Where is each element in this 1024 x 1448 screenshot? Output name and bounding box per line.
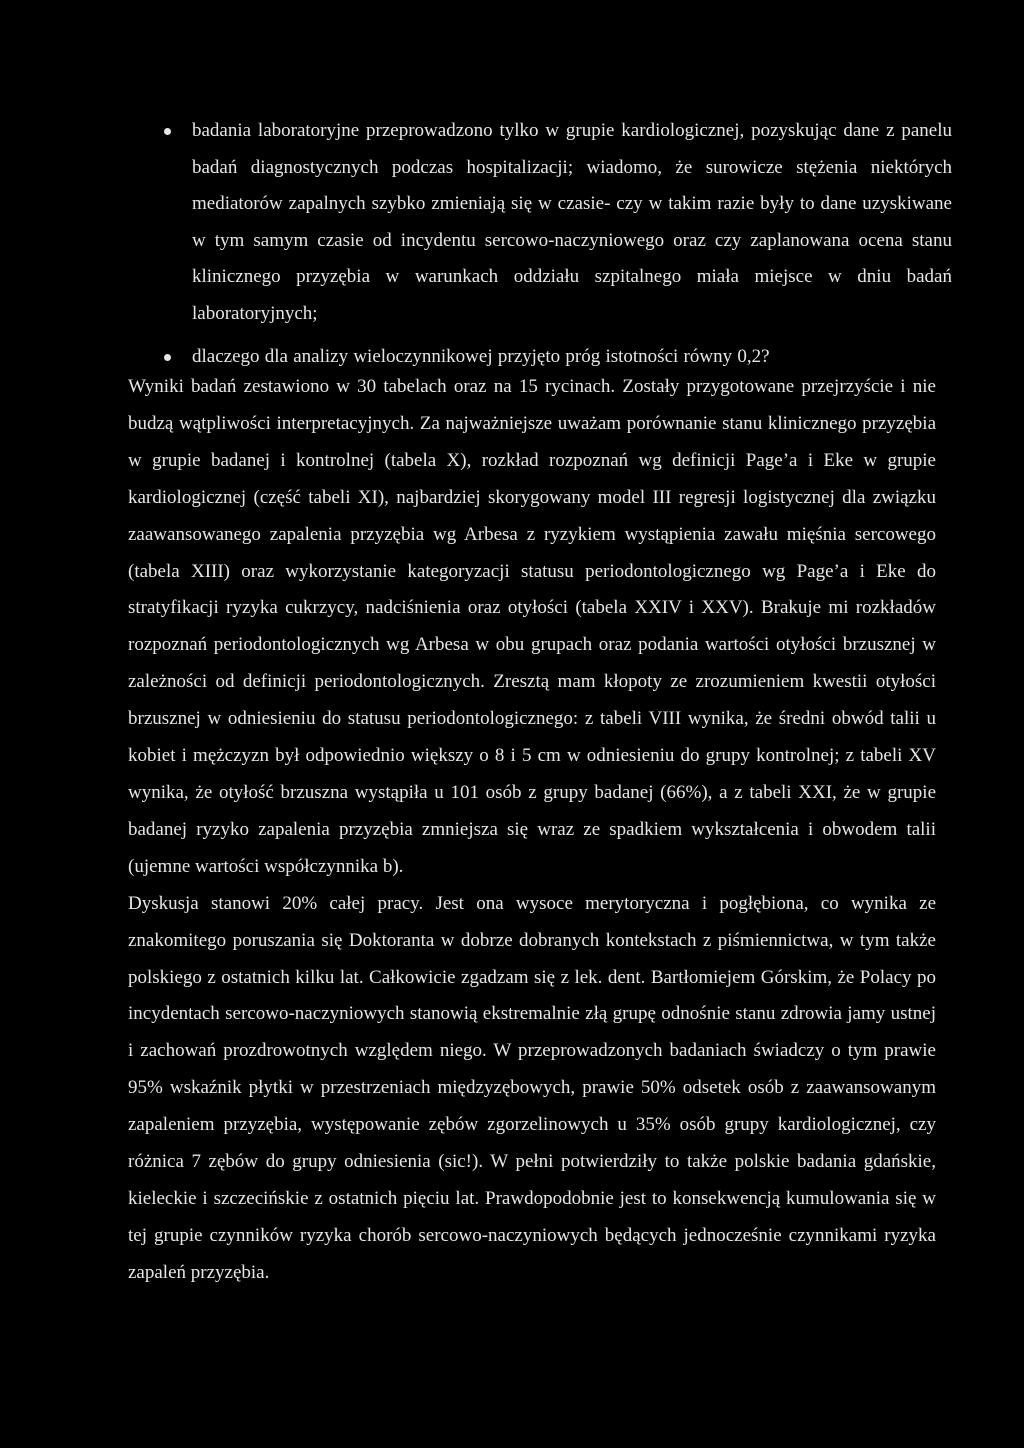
bullet-dot-icon [164, 354, 171, 361]
bullet-dot-icon [164, 128, 171, 135]
paragraph-discussion: Dyskusja stanowi 20% całej pracy. Jest ona wysoce merytoryczna i pogłębiona, co wynika ze znakomitego poruszania się Doktoranta w dobrze dobranych kontekstach z piśmiennictwa, w tym także polskiego z ostatnich kilku lat. Całkowicie zgadzam się z lek. dent. Bartłomiejem Górskim, że Polacy po incydentach sercowo-naczyniowych stanowią ekstremalnie złą grupę odnośnie stanu zdrowia jamy ustnej i zachowań prozdrowotnych względem niego. W przeprowadzonych badaniach świadczy o tym prawie 95% wskaźnik płytki w przestrzeniach międzyzębowych, prawie 50% odsetek osób z zaawansowanym zapaleniem przyzębia, występowanie zębów zgorzelinowych u 35% osób grupy kardiologicznej, czy różnica 7 zębów do grupy odniesienia (sic!). W pełni potwierdziły to także polskie badania gdańskie, kieleckie i szczecińskie z ostatnich pięciu lat. Prawdopodobnie jest to konsekwencją kumulowania się w tej grupie czynników ryzyka chorób sercowo-naczyniowych będących jednocześnie czynnikami ryzyka zapaleń przyzębia. [128, 892, 936, 1283]
bullet-list [128, 113, 952, 375]
list-item-text: dlaczego dla analizy wieloczynnikowej przyjęto próg istotności równy 0,2? [192, 345, 770, 367]
body-text [128, 369, 936, 1292]
list-item-text: badania laboratoryjne przeprowadzono tylko w grupie kardiologicznej, pozyskując dane z panelu badań diagnostycznych podczas hospitalizacji; wiadomo, że surowicze stężenia niektórych mediatorów zapalnych szybko zmieniają się w czasie- czy w takim razie były to dane uzyskiwane w tym samym czasie od incydentu sercowo-naczyniowego oraz czy zaplanowana ocena stanu klinicznego przyzębia w warunkach oddziału szpitalnego miała miejsce w dniu badań laboratoryjnych; [192, 120, 952, 324]
paragraph-results: Wyniki badań zestawiono w 30 tabelach oraz na 15 rycinach. Zostały przygotowane przejrzyście i nie budzą wątpliwości interpretacyjnych. Za najważniejsze uważam porównanie stanu klinicznego przyzębia w grupie badanej i kontrolnej (tabela X), rozkład rozpoznań wg definicji Page’a i Eke w grupie kardiologicznej (część tabeli XI), najbardziej skorygowany model III regresji logistycznej dla związku zaawansowanego zapalenia przyzębia wg Arbesa z ryzykiem wystąpienia zawału mięśnia sercowego (tabela XIII) oraz wykorzystanie kategoryzacji statusu periodontologicznego wg Page’a i Eke do stratyfikacji ryzyka cukrzycy, nadciśnienia oraz otyłości (tabela XXIV i XXV). Brakuje mi rozkładów rozpoznań periodontologicznych wg Arbesa w obu grupach oraz podania wartości otyłości brzusznej w zależności od definicji periodontologicznych. Zresztą mam kłopoty ze zrozumieniem kwestii otyłości brzusznej w odniesieniu do statusu periodontologicznego: z tabeli VIII wynika, że średni obwód talii u kobiet i mężczyzn był odpowiednio większy o 8 i 5 cm w odniesieniu do grupy kontrolnej; z tabeli XV wynika, że otyłość brzuszna wystąpiła u 101 osób z grupy badanej (66%), a z tabeli XXI, że w grupie badanej ryzyko zapalenia przyzębia zmniejsza się wraz ze spadkiem wykształcenia i obwodem talii (ujemne wartości współczynnika b). [128, 376, 936, 877]
list-item [128, 113, 952, 333]
